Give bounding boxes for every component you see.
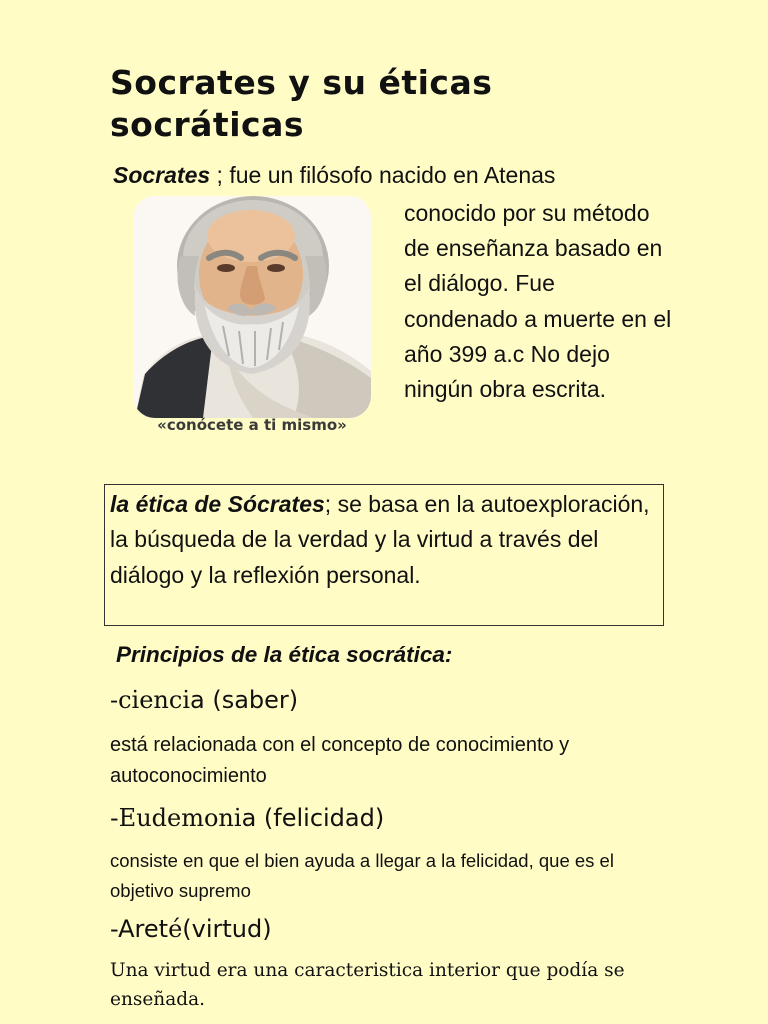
- principle-term-part: Eudemoni: [118, 804, 242, 832]
- principle-term-part: -cienci: [110, 686, 191, 714]
- principle-title-arete: [110, 914, 670, 945]
- intro-name: Socrates: [113, 162, 211, 188]
- principle-term-rest: a (saber): [190, 686, 299, 714]
- intro-first-line: [113, 160, 673, 190]
- principle-term-rest: a (felicidad): [241, 804, 385, 832]
- ethics-definition-box: [104, 484, 664, 626]
- ethics-text: ; se basa en la autoexploración, la búsqueda de la verdad y la virtud a través del diálogo y la reflexión personal.: [110, 491, 650, 588]
- principle-description-eudemonia: consiste en que el bien ayuda a llegar a la felicidad, que es el objetivo supremo: [110, 850, 614, 901]
- principles-heading: [116, 640, 676, 670]
- principles-heading-colon: :: [444, 642, 453, 667]
- intro-paragraph: conocido por su método de enseñanza basado en el diálogo. Fue condenado a muerte en el año 399 a.c No dejo ningún obra escrita.: [404, 200, 672, 403]
- ethics-term: la ética de Sócrates: [110, 491, 325, 517]
- socrates-portrait-image: [133, 196, 371, 418]
- principle-term-part: -Aret: [110, 915, 169, 943]
- portrait-drawing: [133, 196, 371, 418]
- principle-description-ciencia: está relacionada con el concepto de conocimiento y autoconocimiento: [110, 734, 570, 787]
- principle-term-accent: é: [168, 915, 183, 943]
- principle-title-ciencia: [110, 685, 670, 716]
- principle-description-arete: Una virtud era una caracteristica interior que podía se enseñada.: [110, 960, 625, 1010]
- principle-title-eudemonia: [110, 803, 670, 834]
- principles-heading-text: Principios de la ética socrática: [116, 642, 445, 667]
- page-title: Socrates y su éticas socráticas: [110, 63, 493, 144]
- principle-term-dash: -: [110, 804, 119, 832]
- intro-first-line-text: ; fue un filósofo nacido en Atenas: [210, 162, 556, 188]
- portrait-caption: «conócete a ti mismo»: [157, 416, 347, 434]
- principle-term-rest: (virtud): [182, 915, 272, 943]
